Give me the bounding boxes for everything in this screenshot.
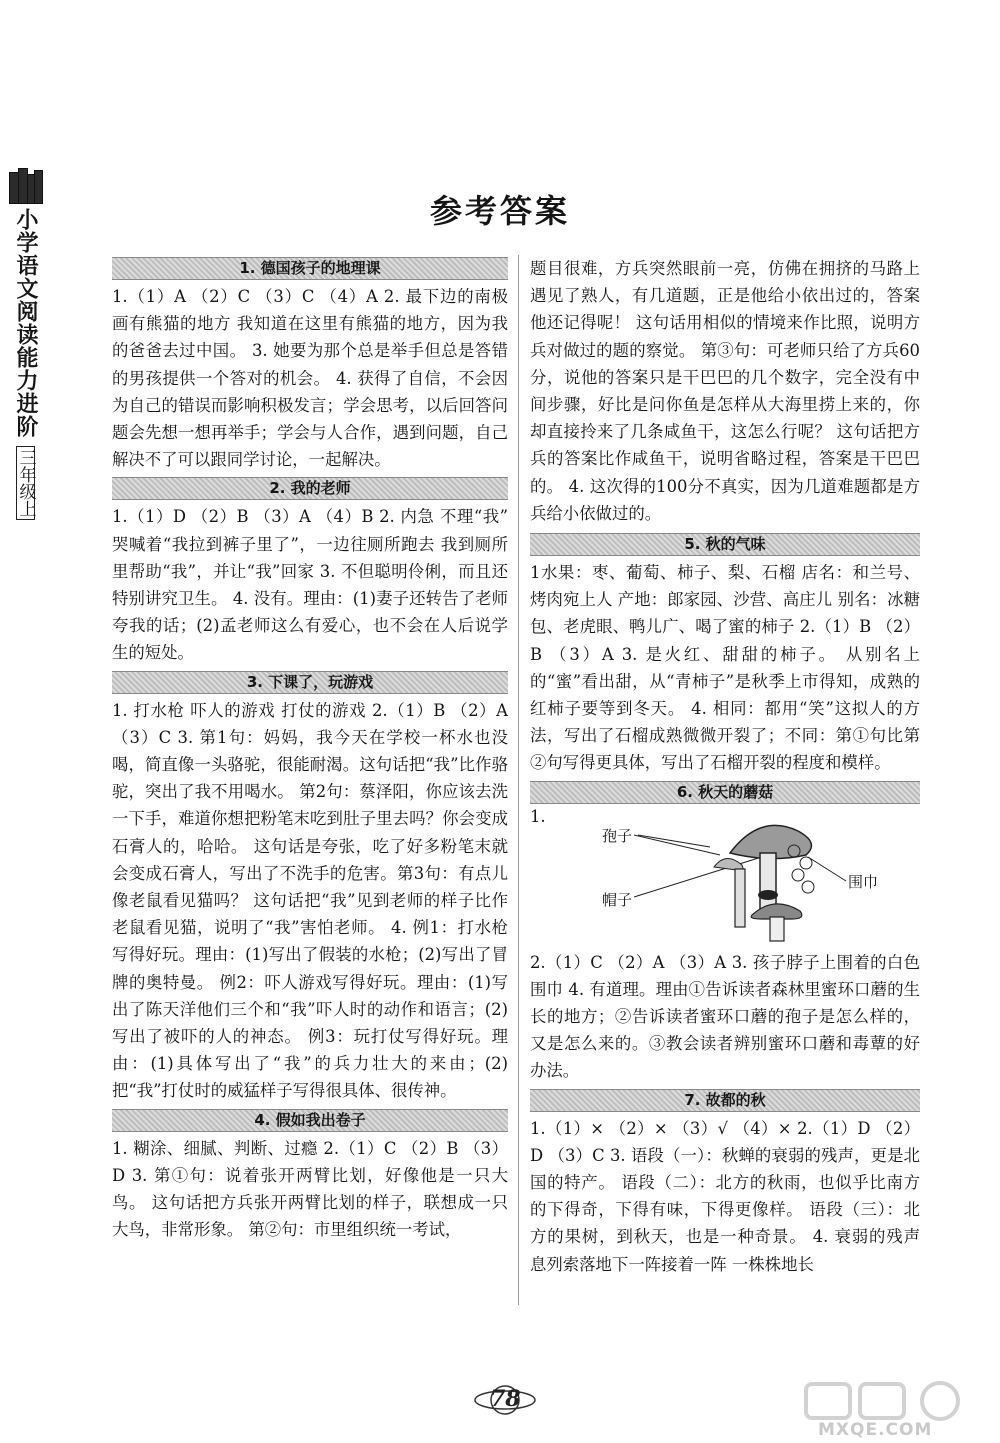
grade-label: 三年级上 — [16, 446, 35, 520]
section-answer: 1.（1）× （2）× （3）√ （4）× 2.（1）D （2）D （3）C 3. 语段（一）：秋蝉的衰弱的残声，更是北国的特产。 语段（二）：北方的秋雨，也似乎比南方的下得奇，下得有味，下得更像样。 语段（三）：北方的果树，到秋天，也是一种奇景。 4. 衰弱的残声 息列索落地下一阵接着一阵 一株株地长 — [530, 1118, 920, 1274]
section-heading: 7. 故都的秋 — [530, 1089, 920, 1112]
continued-answer: 题目很难，方兵突然眼前一亮，仿佛在拥挤的马路上遇见了熟人，有几道题，正是他给小依出过的，答案他还记得呢！ 这句话用相似的情境来作比照，说明方兵对做过的题的察觉。 第③句：可老师只给了方兵60分，说他的答案只是干巴巴的几个数字，完全没有中间步骤，好比是问你鱼是怎样从大海里捞上来的，你却直接拎来了几条咸鱼干，这怎么行呢？ 这句话把方兵的答案比作咸鱼干，说明省略过程，答案是干巴巴的。 4. 这次得的100分不真实，因为几道难题都是方兵给小依做过的。 — [530, 259, 920, 523]
section-answer: 1. 打水枪 吓人的游戏 打仗的游戏 2.（1）B （2）A （3）C 3. 第1句：妈妈，我今天在学校一杯水也没喝，简直像一头骆驼，很能耐渴。这句话把“我”比作骆驼，突出了我不用喝水。 第2句：蔡泽阳，你应该去洗一下手，难道你想把粉笔末吃到肚子里去吗？你会变成石膏人的，哈哈。 这句话是夸张，吃了好多粉笔末就会变成石膏人，写出了不洗手的危害。第3句：有点儿像老鼠看见猫吗？ 这句话把“我”见到老师的样子比作老鼠看见猫，说明了“我”害怕老师。 4. 例1：打水枪写得好玩。理由：(1)写出了假装的水枪；(2)写出了冒牌的奥特曼。 例2：吓人游戏写得好玩。理由：(1)写出了陈天洋他们三个和“我”吓人时的动作和语言；(2)写出了被吓的人的神态。 例3：玩打仗写得好玩。理由：(1)具体写出了“我”的兵力壮大的来由；(2)把“我”打仗时的威猛样子写得很具体、很传神。 — [112, 700, 508, 1101]
section-answer: 1水果：枣、葡萄、柿子、梨、石榴 店名：和兰号、烤肉宛上人 产地：郎家园、沙营、高庄儿 别名：冰糖包、老虎眼、鸭儿广、喝了蜜的柿子 2.（1）B （2）B （3）A 3. 是火红、甜甜的柿子。 从别名上的“蜜”看出甜，从“青柿子”是秋季上市得知，成熟的红柿子要等到冬天。 4. 相同：都用“笑”这拟人的方法，写出了石榴成熟微微开裂了；不同：第①句比第②句写得更具体，写出了石榴开裂的程度和模样。 — [530, 563, 920, 773]
spores-label: 孢子 — [602, 826, 633, 845]
page-title: 参考答案 — [429, 192, 570, 230]
right-column — [530, 255, 920, 1282]
watermark — [800, 1380, 996, 1440]
section-answer: 1. 糊涂、细腻、判断、过瘾 2.（1）C （2）B （3）D 3. 第①句：说着张开两臂比划，好像他是一只大鸟。 这句话把方兵张开两臂比划的样子，联想成一只大鸟，非常形象。 第②句：市里组织统一考试， — [112, 1138, 508, 1240]
section-answer: 1.（1）A （2）C （3）C （4）A 2. 最下边的南极 画有熊猫的地方 我知道在这里有熊猫的地方，因为我的爸爸去过中国。 3. 她要为那个总是举手但总是答错的男孩提供一个答对的机会。 4. 获得了自信，不会因为自己的错误而影响积极发言；学会思考，以后回答问题会先想一想再举手；学会与人合作，遇到问题，自己解决不了可以跟同学讨论，一起解决。 — [112, 287, 508, 470]
watermark-logo-icon — [800, 1380, 996, 1424]
section-heading: 6. 秋天的蘑菇 — [530, 781, 920, 804]
mushroom-illustration-icon — [530, 807, 920, 945]
left-column — [112, 255, 508, 1248]
section-heading: 2. 我的老师 — [112, 477, 508, 500]
page-number: 78 — [490, 1386, 521, 1412]
scarf-label: 围巾 — [848, 872, 879, 891]
cap-label: 帽子 — [602, 890, 633, 909]
page-number-badge — [470, 1378, 540, 1422]
column-divider — [518, 255, 519, 1305]
section-answer: 1.（1）D （2）B （3）A （4）B 2. 内急 不理“我” 哭喊着“我拉到裤子里了”，一边往厕所跑去 我到厕所里帮助“我”，并让“我”回家 3. 不但聪明伶俐，而且还特别讲究卫生。 4. 没有。理由：(1)妻子还转告了老师夸我的话；(2)孟老师这么有爱心，也不会在人后说学生的短处。 — [112, 507, 508, 663]
watermark-site: MXQE.COM — [818, 1420, 933, 1440]
section-heading: 5. 秋的气味 — [530, 533, 920, 556]
section-heading: 1. 德国孩子的地理课 — [112, 257, 508, 280]
series-title: 小学语文阅读能力进阶 — [13, 208, 38, 438]
section-heading: 3. 下课了，玩游戏 — [112, 671, 508, 694]
mushroom-diagram — [530, 807, 920, 945]
section-answer: 2.（1）C （2）A （3）A 3. 孩子脖子上围着的白色围巾 4. 有道理。理由①告诉读者森林里蜜环口蘑的生长的地方；②告诉读者蜜环口蘑的孢子是怎么样的，又是怎么来的。③教会读者辨别蜜环口蘑和毒蕈的好办法。 — [530, 952, 920, 1081]
section-heading: 4. 假如我出卷子 — [112, 1109, 508, 1132]
question-number: 1. — [530, 806, 546, 826]
